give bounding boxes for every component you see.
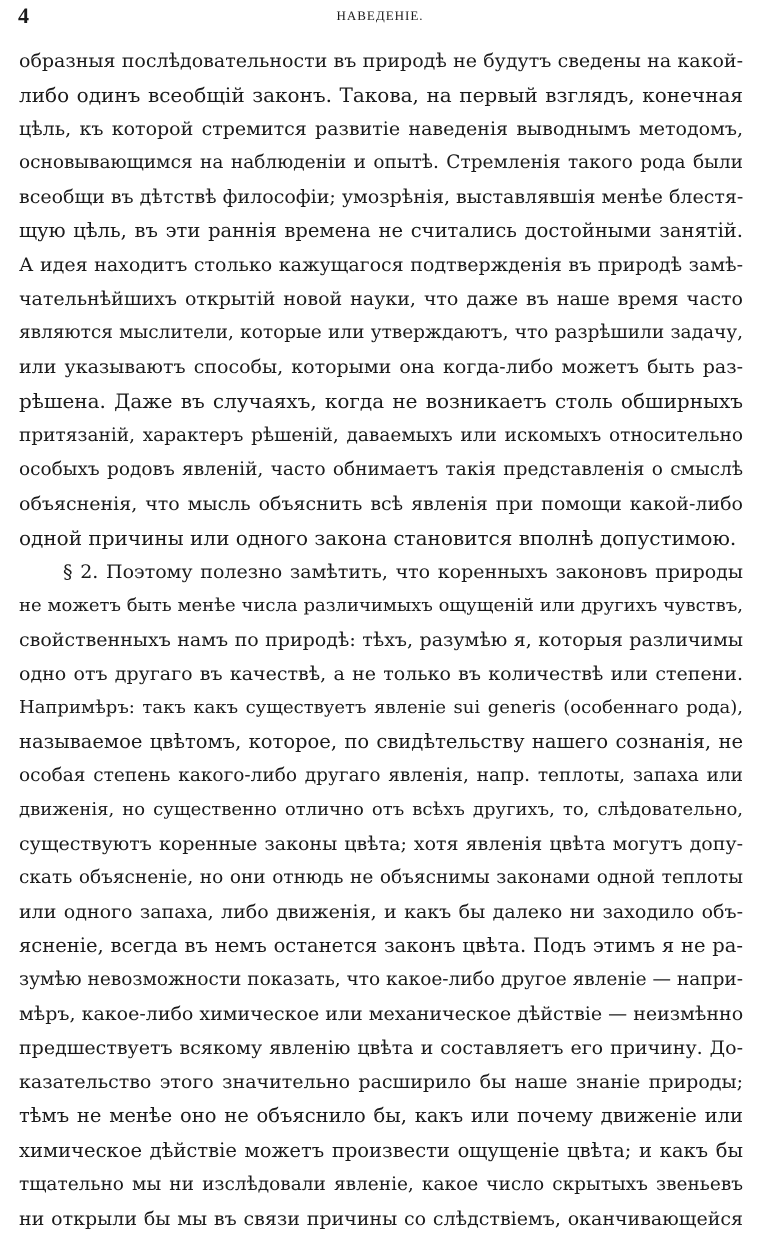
text-line: или одного запаха, либо движенія, и какъ бы далеко ни заходило объ- bbox=[19, 901, 743, 924]
text-line: казательство этого значительно расширило бы наше знаніе природы; bbox=[19, 1071, 743, 1094]
text-line: зумѣю невозможности показать, что какое-либо другое явленіе — напри- bbox=[19, 969, 743, 991]
text-line: движенія, но существенно отлично отъ всѣхъ другихъ, то, слѣдовательно, bbox=[19, 799, 743, 821]
text-line: чательнѣйшихъ открытій новой науки, что даже въ наше время часто bbox=[19, 288, 743, 311]
text-line: свойственныхъ намъ по природѣ: тѣхъ, разумѣю я, которыя различимы bbox=[19, 628, 743, 651]
text-line: рѣшена. Даже въ случаяхъ, когда не возникаетъ столь обширныхъ bbox=[19, 389, 743, 414]
text-line: щую цѣль, въ эти раннія времена не считались достойными занятій. bbox=[19, 219, 743, 243]
text-line: называемое цвѣтомъ, которое, по свидѣтельству нашего сознанія, не bbox=[19, 729, 743, 753]
text-line: А идея находитъ столько кажущагося подтвержденія въ природѣ замѣ- bbox=[19, 254, 743, 277]
text-line: притязаній, характеръ рѣшеній, даваемыхъ или искомыхъ относительно bbox=[19, 424, 743, 446]
text-line: предшествуетъ всякому явленію цвѣта и составляетъ его причину. До- bbox=[19, 1037, 743, 1060]
text-line: являются мыслители, которые или утверждаютъ, что разрѣшили задачу, bbox=[19, 322, 743, 344]
text-line: особая степень какого-либо другаго явленія, напр. теплоты, запаха или bbox=[19, 764, 743, 786]
page-number: 4 bbox=[18, 3, 29, 28]
running-head: НАВЕДЕНІЕ. bbox=[336, 8, 424, 23]
text-line: Напримѣръ: такъ какъ существуетъ явленіе sui generis (особеннаго рода), bbox=[19, 696, 743, 718]
body-text bbox=[19, 44, 743, 1236]
text-line: скать объясненіе, но они отнюдь не объяснимы законами одной теплоты bbox=[19, 867, 743, 889]
text-line: мѣръ, какое-либо химическое или механическое дѣйствіе — неизмѣнно bbox=[19, 1003, 744, 1026]
text-line: особыхъ родовъ явленій, часто обнимаетъ такія представленія о смыслѣ bbox=[19, 458, 743, 480]
text-line: основывающимся на наблюденіи и опытѣ. Стремленія такого рода были bbox=[19, 152, 743, 174]
text-line: ни открыли бы мы въ связи причины со слѣдствіемъ, оканчивающейся bbox=[19, 1207, 743, 1230]
text-line: цѣль, къ которой стремится развитіе наведенія выводнымъ методомъ, bbox=[19, 118, 743, 141]
text-line: тѣмъ не менѣе оно не объяснило бы, какъ или почему движеніе или bbox=[19, 1104, 743, 1128]
text-line: химическое дѣйствіе можетъ произвести ощущеніе цвѣта; и какъ бы bbox=[19, 1138, 743, 1162]
text-line: тщательно мы ни изслѣдовали явленіе, какое число скрытыхъ звеньевъ bbox=[19, 1173, 743, 1195]
text-line: образныя послѣдовательности въ природѣ не будутъ сведены на какой- bbox=[19, 50, 743, 72]
text-line: ясненіе, всегда въ немъ останется законъ цвѣта. Подъ этимъ я не ра- bbox=[19, 934, 743, 958]
section-start-line: § 2. Поэтому полезно замѣтить, что коренныхъ законовъ природы bbox=[63, 560, 743, 583]
page-header bbox=[18, 4, 742, 28]
paragraph-end-line: одной причины или одного закона становится вполнѣ допустимою. bbox=[19, 525, 737, 550]
text-line: одно отъ другаго въ качествѣ, а не только въ количествѣ или степени. bbox=[19, 662, 743, 685]
text-line: объясненія, что мысль объяснить всѣ явленія при помощи какой-либо bbox=[19, 492, 743, 515]
text-line: не можетъ быть менѣе числа различимыхъ ощущеній или другихъ чувствъ, bbox=[19, 594, 743, 616]
text-line: существуютъ коренные законы цвѣта; хотя явленія цвѣта могутъ допу- bbox=[19, 833, 743, 856]
text-line: всеобщи въ дѣтствѣ философіи; умозрѣнія, выставлявшія менѣе блестя- bbox=[19, 186, 744, 209]
text-line: либо одинъ всеобщій законъ. Такова, на первый взглядъ, конечная bbox=[19, 83, 743, 108]
text-line: или указываютъ способы, которыми она когда-либо можетъ быть раз- bbox=[19, 356, 743, 379]
